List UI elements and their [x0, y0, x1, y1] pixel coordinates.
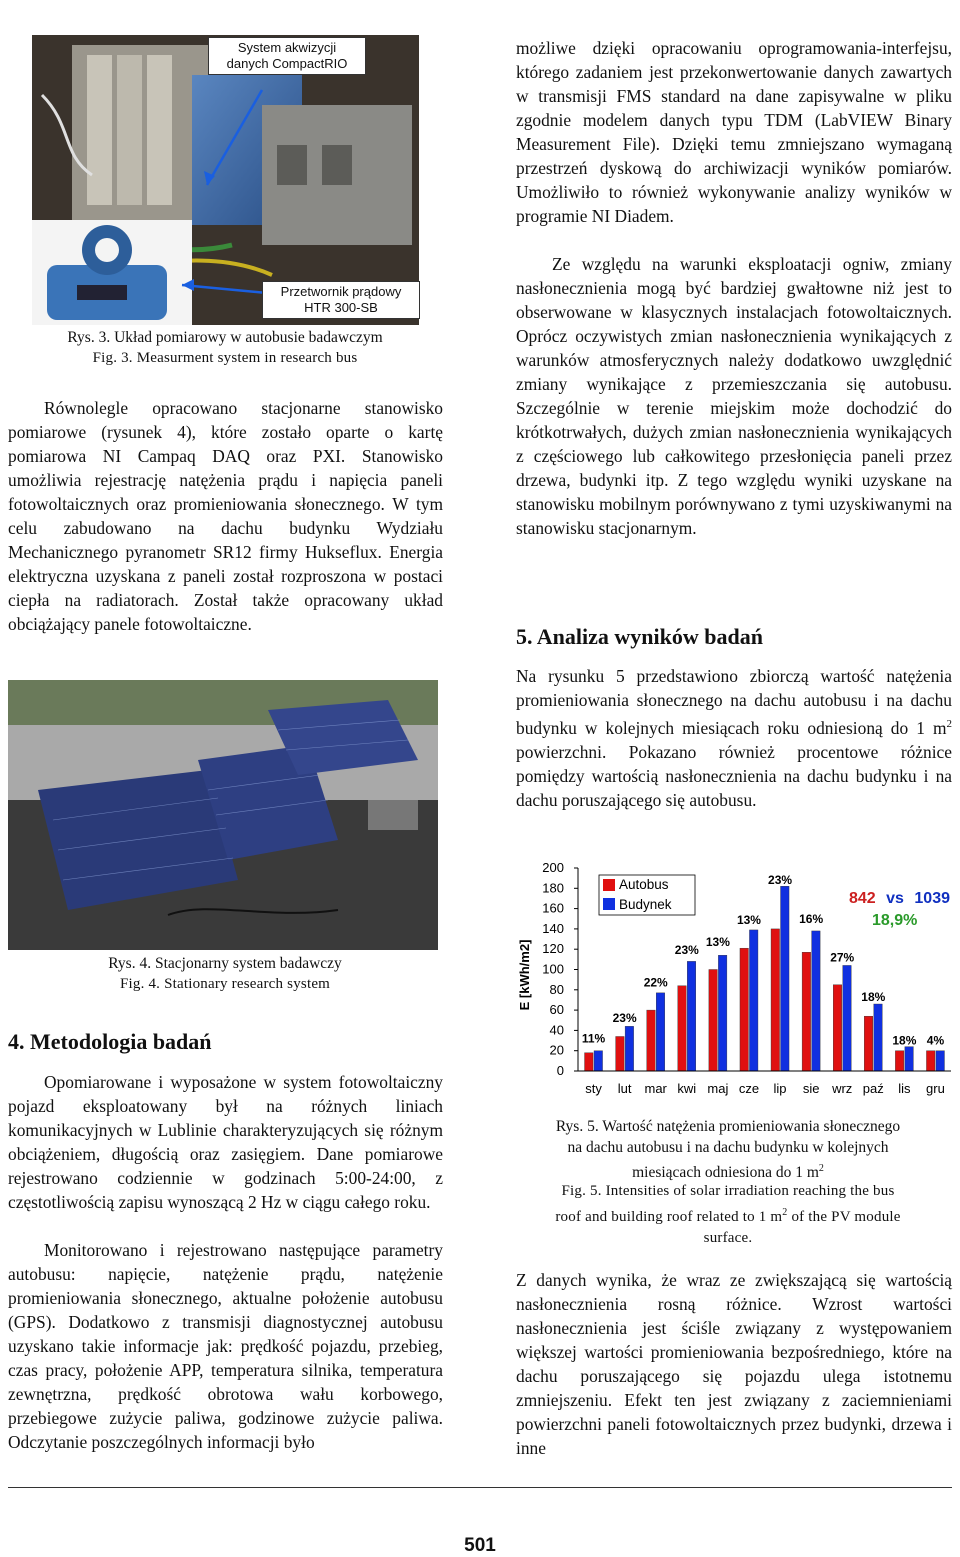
chart-y-tick-label: 0: [556, 1063, 564, 1078]
chart-bar-bus-lip: [771, 929, 780, 1071]
chart-data-label-percent: 23%: [674, 943, 699, 958]
figure-4-caption-pl: Rys. 4. Stacjonarny system badawczy: [108, 955, 342, 972]
figure-5-caption-pl-line1: Rys. 5. Wartość natężenia promieniowania słonecznego: [555, 1118, 901, 1135]
chart-data-label-percent: 18%: [861, 989, 886, 1004]
figure-4-illustration: [8, 680, 438, 950]
chart-legend: [599, 875, 695, 915]
chart-annotation-vs: vs: [886, 890, 904, 907]
figure-5-caption-pl-line3-text: miesiącach odniesiona do 1 m: [632, 1164, 819, 1182]
chart-annotation-bus-total: 842: [849, 890, 876, 907]
chart-y-tick-label: 40: [549, 1022, 564, 1038]
chart-y-tick-label: 140: [542, 920, 564, 936]
chart-bar-bus-sty: [585, 1053, 594, 1071]
chart-x-tick-label: lut: [617, 1081, 632, 1096]
chart-bar-bus-kwi: [678, 986, 687, 1071]
chart-x-tick-label: gru: [926, 1081, 945, 1096]
figure-5-caption-pl-line3: [506, 1158, 950, 1183]
figure-5-caption-pl: [506, 1116, 950, 1183]
chart-annotation-percent: 18,9%: [872, 912, 918, 929]
chart-x-tick-label: maj: [707, 1081, 729, 1096]
chart-x-tick-label: paź: [862, 1081, 884, 1096]
left-paragraph-3: Monitorowano i rejestrowano następujące parametry autobusu: napięcie, natężenie prądu, natężenie promieniowania słonecznego, aktualne położenie autobusu (GPS). Dodatkowo z transmisji diagnostycznej autobusu uzyskano takie informacje jak: prędkość pojazdu, przebieg, czas pracy, położenie APP, temperatura silnika, temperatura zewnętrzna, prędkość obrotowa wału korbowego, przebiegowe zużycie paliwa, godzinowe zużycie paliwa. Odczytanie poszczególnych informacji było: [8, 1240, 443, 1452]
chart-x-tick-label: mar: [644, 1081, 667, 1096]
chart-bar-building-cze: [749, 930, 758, 1071]
chart-x-tick-label: lip: [773, 1081, 787, 1096]
chart-bar-building-lis: [905, 1047, 914, 1071]
figure-5-caption-en-line2: [506, 1202, 950, 1228]
chart-bar-bus-paź: [864, 1016, 873, 1071]
chart-bar-building-mar: [656, 993, 665, 1071]
chart-bar-building-paź: [874, 1004, 883, 1071]
chart-bar-bus-sie: [802, 952, 811, 1071]
chart-data-label-percent: 27%: [830, 950, 855, 965]
chart-x-tick-label: wrz: [832, 1081, 853, 1096]
right-paragraph-3-part-b: powierzchni. Pokazano również procentowe różnice pomiędzy wartością nasłonecznienia na dachu budynku i na dachu poruszającego się autobusu.: [516, 741, 952, 810]
chart-y-tick-label: 120: [542, 941, 564, 957]
figure-5-caption-en-sup: 2: [782, 1207, 788, 1218]
callout-htr: [262, 281, 420, 319]
chart-bar-building-gru: [936, 1051, 945, 1071]
chart-x-tick-label: kwi: [677, 1081, 697, 1096]
callout-compactrio-line1: System akwizycji: [237, 40, 337, 55]
chart-y-tick-label: 180: [542, 880, 564, 896]
figure-4-photo: [8, 680, 438, 950]
chart-data-label-percent: 22%: [643, 975, 668, 990]
chart-annotation-totals: [849, 890, 950, 907]
chart-data-label-percent: 13%: [736, 912, 761, 927]
callout-compactrio-line2: danych CompactRIO: [226, 56, 348, 71]
chart-bar-bus-wrz: [833, 985, 842, 1071]
figure-5-caption-en-line1: Fig. 5. Intensities of solar irradiation reaching the bus: [561, 1183, 895, 1199]
chart-bar-bus-mar: [647, 1010, 656, 1071]
chart-bar-building-maj: [718, 955, 727, 1071]
chart-data-label-percent: 18%: [892, 1033, 917, 1048]
chart-x-tick-label: lis: [898, 1081, 911, 1096]
figure-3-caption-en: Fig. 3. Measurment system in research bus: [92, 350, 358, 366]
chart-bar-building-kwi: [687, 961, 696, 1071]
chart-data-label-percent: 23%: [612, 1011, 637, 1026]
chart-bar-building-sie: [812, 931, 821, 1071]
left-paragraph-2: Opomiarowane i wyposażone w system fotowoltaiczny pojazd eksploatowany był na różnych liniach komunikacyjnych w Lublinie charakteryzujących się różnym obciążeniem, długością oraz zasięgiem. Dane pomiarowe rejestrowano codziennie w godzinach 5:00-24:00, z częstotliwością zapisu wynoszącą 2 Hz w ciągu całego roku.: [8, 1072, 443, 1212]
chart-y-axis-label: E [kWh/m2]: [517, 939, 532, 1011]
chart-x-tick-label: sty: [585, 1081, 602, 1096]
figure-5-caption-en-line2-tail: of the PV module: [787, 1209, 901, 1225]
section-4-heading: 4. Metodologia badań: [8, 1029, 212, 1054]
chart-x-tick-label: cze: [738, 1081, 760, 1096]
figure-3-caption-pl: Rys. 3. Układ pomiarowy w autobusie badawczym: [67, 329, 383, 346]
chart-legend-label-bus: Autobus: [619, 877, 669, 892]
chart-bar-bus-maj: [709, 970, 718, 1072]
chart-legend-swatch-bus: [603, 879, 615, 891]
chart-y-tick-label: 160: [542, 900, 564, 916]
chart-legend-label-building: Budynek: [619, 897, 672, 912]
right-paragraph-2: Ze względu na warunki eksploatacji ogniw, zmiany nasłonecznienia mogą być bardziej gwałtowne niż jest to obserwowane w klasycznych instalacjach fotowoltaicznych. Oprócz oczywistych zmian nasłonecznienia wynikających z warunków atmosferycznych należy dodatkowo uwzględnić zmiany wynikające z przemieszczania się autobusu. Szczególnie w terenie miejskim może dochodzić do krótkotrwałych, dużych zmian nasłonecznienia wynikających z częściowego lub całkowitego przesłonięcia paneli przez drzewa, budynki itp. Z tego względu wyniki uzyskane na stanowisku mobilnym porównywano z tymi uzyskiwanymi na stanowisku stacjonarnym.: [516, 254, 952, 538]
figure-5-chart: [505, 855, 955, 1105]
chart-data-label-percent: 11%: [581, 1031, 606, 1046]
chart-y-tick-label: 80: [549, 981, 564, 997]
chart-y-tick-label: 20: [549, 1042, 564, 1058]
left-paragraph-1: Równolegle opracowano stacjonarne stanowisko pomiarowe (rysunek 4), które zostało oparte o kartę pomiarowa NI Campaq DAQ oraz PXI. Stanowisko umożliwia rejestrację natężenia prądu i napięcia paneli fotowoltaicznych oraz promieniowania słonecznego. W tym celu zabudowano na dachu budynku Wydziału Mechanicznego pyranometr SR12 firmy Hukseflux. Energia elektryczna uzyskana z paneli został rozproszona w postaci ciepła na radiatorach. Został także opracowany układ obciążający panele fotowoltaiczne.: [8, 398, 443, 634]
chart-data-label-percent: 23%: [768, 873, 793, 888]
figure-4-caption-en: Fig. 4. Stationary research system: [119, 976, 331, 992]
footer-rule: [8, 1487, 952, 1488]
section-5-heading: 5. Analiza wyników badań: [516, 624, 763, 649]
chart-bar-building-lut: [625, 1026, 634, 1071]
right-paragraph-3-part-a: Na rysunku 5 przedstawiono zbiorczą wartość natężenia promieniowania słonecznego na dachu autobusu i na dachu budynku w kolejnych miesiącach roku odniesioną do 1 m: [516, 666, 952, 738]
chart-y-tick-label: 200: [542, 860, 564, 875]
callout-htr-line1: Przetwornik prądowy: [280, 284, 402, 299]
chart-legend-swatch-building: [603, 898, 615, 910]
chart-bar-building-sty: [594, 1051, 603, 1071]
chart-annotation-building-total: 1039: [914, 890, 950, 907]
chart-bar-building-lip: [781, 886, 790, 1071]
chart-y-tick-label: 60: [549, 1002, 564, 1018]
chart-data-label-percent: 4%: [926, 1033, 945, 1048]
right-paragraph-3: [516, 664, 952, 812]
chart-data-label-percent: 13%: [705, 935, 730, 950]
chart-bar-bus-cze: [740, 948, 749, 1071]
chart-data-label-percent: 16%: [799, 911, 824, 926]
callout-htr-line2: HTR 300-SB: [304, 300, 378, 315]
right-paragraph-1: możliwe dzięki opracowaniu oprogramowania-interfejsu, którego zadaniem jest przekonwertowanie danych zawartych w transmisji FMS standard na dane zapisywalne w pliku zgodnie modelem danych typu TDM (LabVIEW Binary Measurement File). Dzięki temu zmniejszano wymaganą przestrzeń dyskową do archiwizacji wyników pomiarów. Umożliwiło to również wykonywanie analizy wyników w programie NI Diadem.: [516, 38, 952, 226]
chart-y-tick-label: 100: [542, 961, 564, 977]
chart-bar-bus-gru: [926, 1051, 935, 1071]
page-number: 501: [464, 1535, 496, 1556]
figure-5-caption-en-line2-text: roof and building roof related to 1 m: [555, 1209, 783, 1225]
chart-bar-bus-lut: [616, 1036, 625, 1071]
figure-5-caption-pl-line2: na dachu autobusu i na dachu budynku w kolejnych: [567, 1139, 889, 1156]
right-paragraph-3-superscript: 2: [946, 718, 952, 730]
figure-5-caption-pl-sup: 2: [818, 1163, 824, 1174]
figure-5-caption-en: [506, 1181, 950, 1249]
chart-x-tick-label: sie: [802, 1081, 820, 1096]
right-paragraph-4: Z danych wynika, że wraz ze zwiększającą się wartością nasłonecznienia rosną różnice. Wzrost wartości nasłonecznienia jest ściśle związany z występowaniem większej wartości promieniowania bezpośredniego, które na dachu poruszającego się pojazdu ulega istotnemu zmniejszeniu. Efekt ten jest związany z zaciemnieniami powierzchni paneli fotowoltaicznych przez budynki, drzewa i inne: [516, 1270, 952, 1458]
chart-bar-bus-lis: [895, 1051, 904, 1071]
figure-5-caption-en-line3: surface.: [703, 1230, 753, 1246]
chart-bar-building-wrz: [843, 965, 852, 1071]
callout-compactrio: [208, 37, 366, 75]
